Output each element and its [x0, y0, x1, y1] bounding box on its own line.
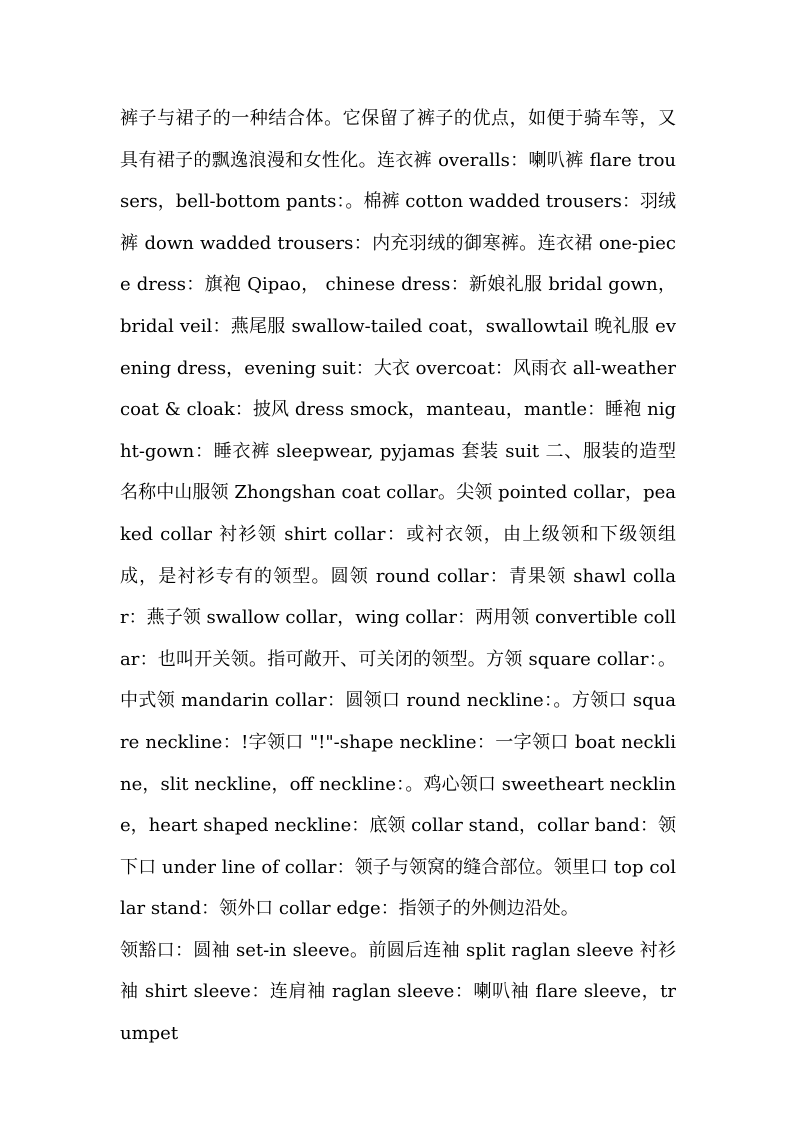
document-body	[120, 98, 676, 1055]
paragraph-2: 领豁口：圆袖 set-in sleeve。前圆后连袖 split raglan sleeve 衬衫袖 shirt sleeve：连肩袖 raglan sleeve：喇叭袖 flare sleeve，trumpet	[120, 939, 676, 1045]
paragraph-1: 裤子与裙子的一种结合体。它保留了裤子的优点，如便于骑车等，又具有裙子的飘逸浪漫和女性化。连衣裤 overalls：喇叭裤 flare trousers，bell-bottom pants：。棉裤 cotton wadded trousers：羽绒裤 down wadded trousers：内充羽绒的御寒裤。连衣裙 one-piece dress：旗袍 Qipao， chinese dress：新娘礼服 bridal gown，bridal veil：燕尾服 swallow-tailed coat，swallowtail 晚礼服 evening dress，evening suit：大衣 overcoat：风雨衣 all-weather coat & cloak：披风 dress smock，manteau，mantle：睡袍 night-gown：睡衣裤 sleepwear, pyjamas 套装 suit 二、服装的造型名称中山服领 Zhongshan coat collar。尖领 pointed collar，peaked collar 衬衫领 shirt collar：或衬衣领，由上级领和下级领组成，是衬衫专有的领型。圆领 round collar：青果领 shawl collar：燕子领 swallow collar，wing collar：两用领 convertible collar：也叫开关领。指可敞开、可关闭的领型。方领 square collar：。中式领 mandarin collar：圆领口 round neckline：。方领口 square neckline：!字领口 "!"-shape neckline：一字领口 boat neckline，slit neckline，off neckline：。鸡心领口 sweetheart neckline，heart shaped neckline：底领 collar stand，collar band：领下口 under line of collar：领子与领窝的缝合部位。领里口 top collar stand：领外口 collar edge：指领子的外侧边沿处。	[120, 108, 676, 920]
